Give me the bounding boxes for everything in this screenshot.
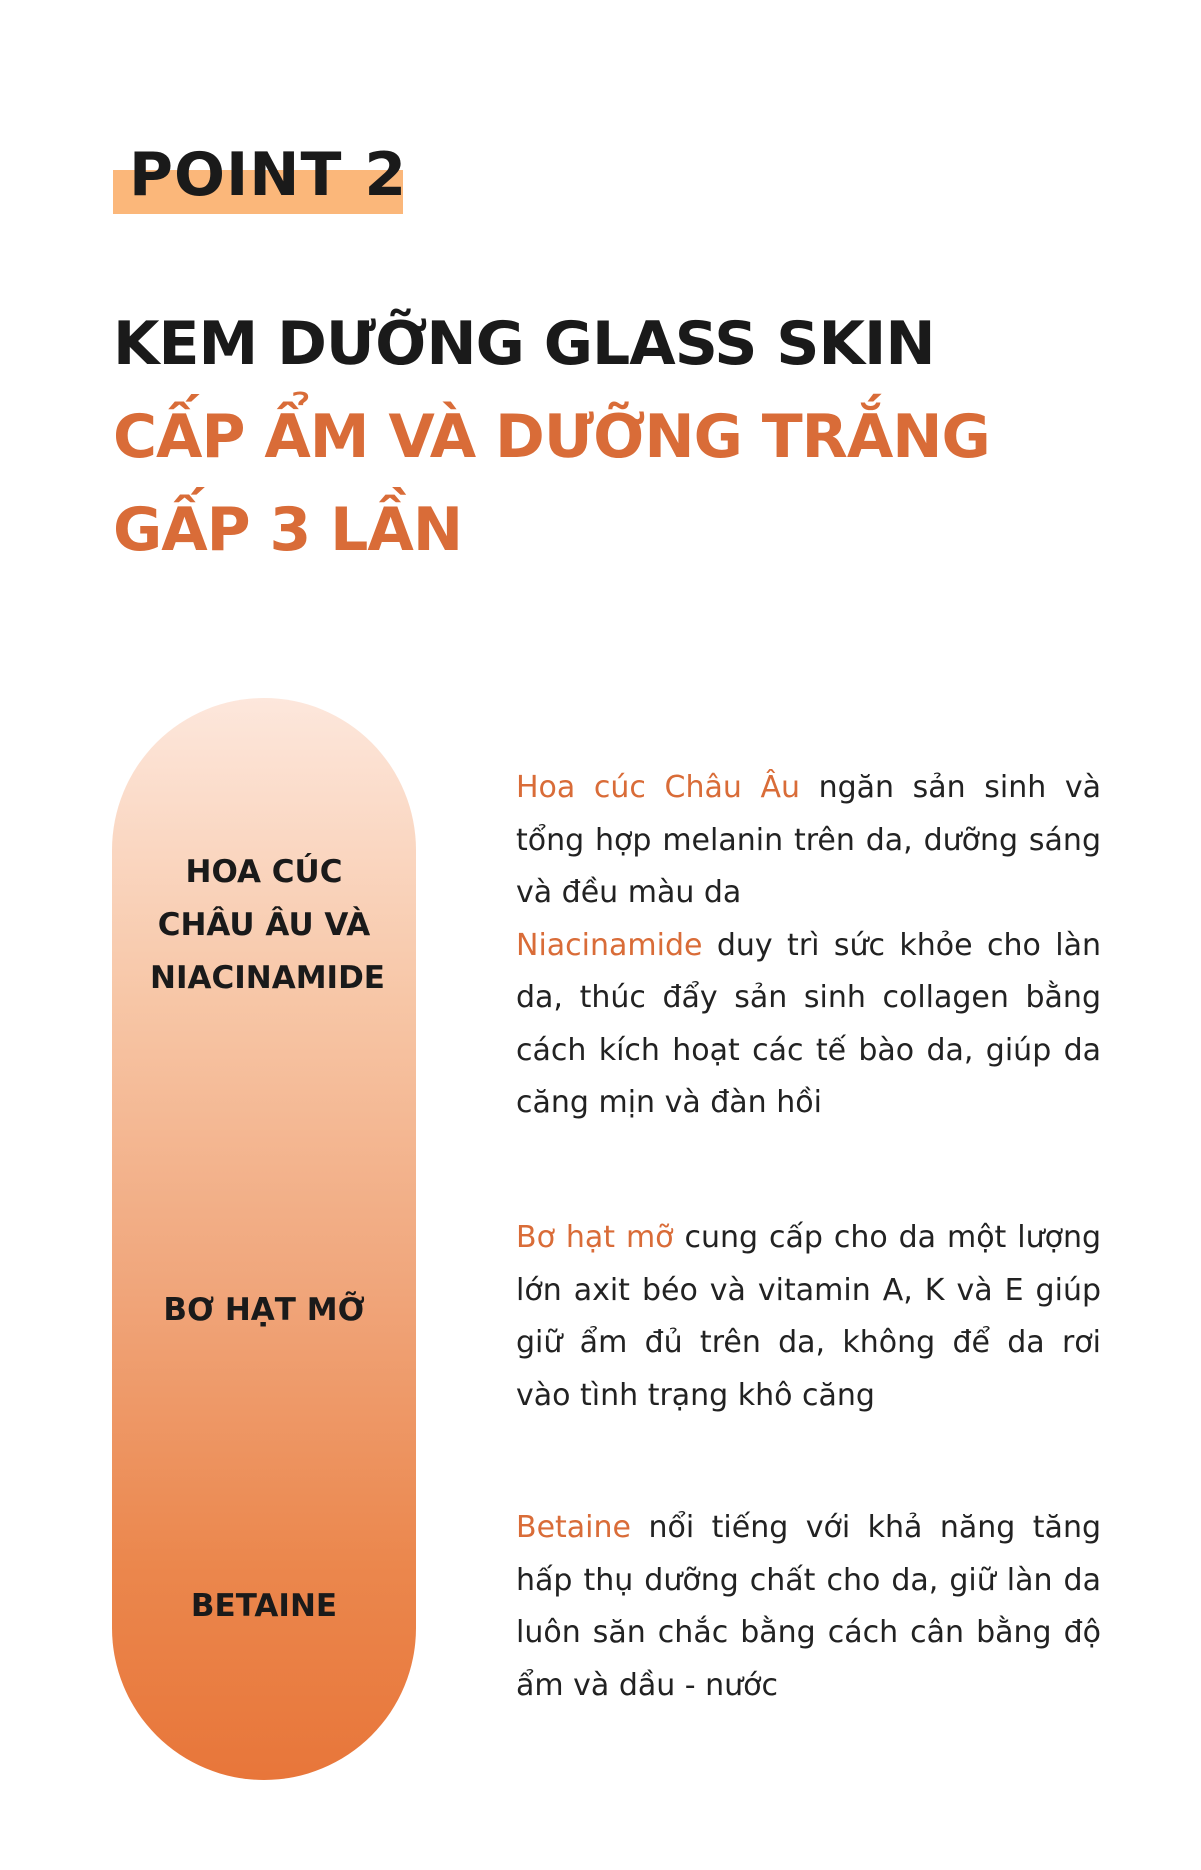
description-text: ngăn sản sinh và tổng hợp melanin trên da, dưỡng sáng và đều màu da — [516, 770, 1101, 910]
headline-line-1: KEM DƯỠNG GLASS SKIN — [113, 309, 935, 379]
description-text: nổi tiếng với khả năng tăng hấp thụ dưỡng chất cho da, giữ làn da luôn săn chắc bằng cách cân bằng độ ẩm và dầu - nước — [516, 1510, 1101, 1703]
description-text: duy trì sức khỏe cho làn da, thúc đẩy sản sinh collagen bằng cách kích hoạt các tế bào da, giúp da căng mịn và đàn hồi — [516, 927, 1101, 1120]
point-badge — [113, 140, 407, 214]
ingredient-pill — [112, 698, 416, 1780]
headline-line-2: CẤP ẨM VÀ DƯỠNG TRẮNG — [113, 402, 990, 472]
description-betaine — [516, 1502, 1101, 1712]
ingredient-label-betaine: BETAINE — [190, 1588, 338, 1624]
ingredient-highlight: Hoa cúc Châu Âu — [516, 770, 800, 805]
headline-line-3: GẤP 3 LẦN — [113, 495, 463, 565]
description-paragraph — [516, 1502, 1101, 1712]
ingredient-highlight: Bơ hạt mỡ — [516, 1220, 674, 1255]
point-label: POINT 2 — [129, 140, 408, 210]
description-text: cung cấp cho da một lượng lớn axit béo và vitamin A, K và E giúp giữ ẩm đủ trên da, không để da rơi vào tình trạng khô căng — [516, 1220, 1102, 1413]
description-paragraph — [516, 1212, 1101, 1422]
ingredient-label-bo-hat-mo: BƠ HẠT MỠ — [163, 1292, 365, 1328]
description-paragraph — [516, 762, 1101, 920]
ingredient-highlight: Betaine — [516, 1510, 631, 1545]
ingredient-highlight: Niacinamide — [516, 927, 703, 963]
description-bo-hat-mo — [516, 1212, 1101, 1422]
description-hoa-cuc-niacinamide — [516, 762, 1101, 1130]
ingredient-label-hoa-cuc-niacinamide: HOA CÚC CHÂU ÂU VÀ NIACINAMIDE — [150, 854, 385, 996]
headline — [113, 298, 990, 577]
description-paragraph — [516, 920, 1101, 1130]
